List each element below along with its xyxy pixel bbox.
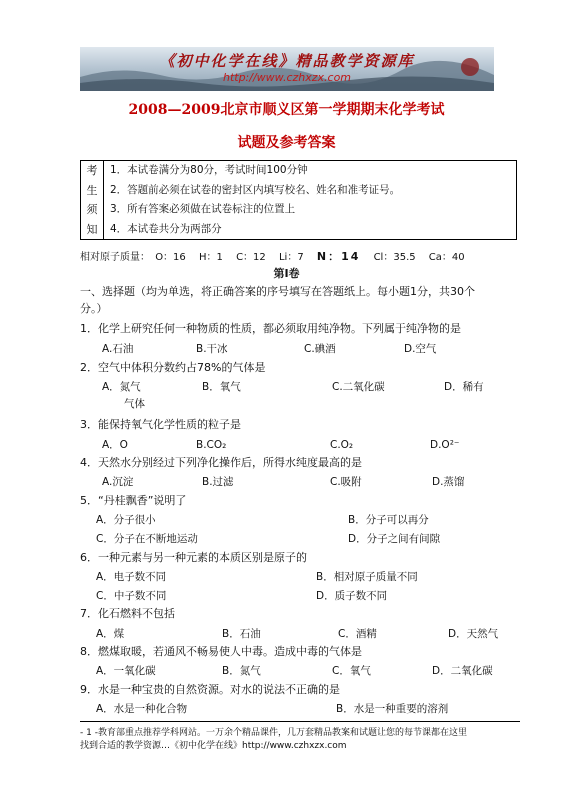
exam-notice-table	[80, 160, 517, 240]
question-option: C.碘酒	[304, 343, 336, 355]
question-option: A．分子很小	[96, 514, 156, 526]
atomic-mass-item: O：16	[155, 252, 186, 263]
question-option: D．天然气	[448, 628, 499, 640]
question-option: C．分子在不断地运动	[96, 533, 198, 545]
question-stem: 3．能保持氧气化学性质的粒子是	[80, 418, 241, 431]
question-option: C.O₂	[330, 439, 354, 451]
atomic-mass-item: Cl：35.5	[373, 252, 416, 263]
question-option: C.二氧化碳	[332, 381, 385, 393]
notice-rule: 2．答题前必须在试卷的密封区内填写校名、姓名和准考证号。	[110, 183, 401, 196]
question-option: A．O	[102, 439, 128, 451]
atomic-masses-label: 相对原子质量：	[80, 252, 150, 263]
atomic-mass-item: H：1	[198, 252, 223, 263]
question-option-cont: 气体	[124, 398, 145, 410]
notice-side-label: 考 生 须 知	[81, 161, 104, 240]
notice-rule: 1．本试卷满分为80分，考试时间100分钟	[110, 164, 308, 176]
page-subtitle: 试题及参考答案	[237, 135, 336, 151]
notice-rule: 3．所有答案必须做在试卷标注的位置上	[110, 203, 296, 215]
question-option: B．分子可以再分	[348, 514, 429, 526]
question-option: A．一氧化碳	[96, 665, 156, 677]
question-stem: 4．天然水分别经过下列净化操作后，所得水纯度最高的是	[80, 456, 362, 469]
question-stem: 5．“丹桂飘香”说明了	[80, 494, 187, 507]
question-stem: 9．水是一种宝贵的自然资源。对水的说法不正确的是	[80, 683, 340, 696]
notice-rules	[104, 161, 517, 240]
footer-line: - 1 -教育部重点推荐学科网站。一万余个精品课件，几万套精品教案和试题让您的每节课都在这里	[80, 728, 467, 738]
question-option: D．稀有	[444, 381, 484, 393]
page-title: 2008—2009北京市顺义区第一学期期末化学考试	[128, 102, 445, 118]
question-stem: 6．一种元素与另一种元素的本质区别是原子的	[80, 551, 307, 564]
question-stem: 2．空气中体积分数约占78%的气体是	[80, 361, 266, 374]
question-stem: 1．化学上研究任何一种物质的性质，都必须取用纯净物。下列属于纯净物的是	[80, 322, 461, 335]
question-option: B．相对原子质量不同	[316, 571, 418, 583]
banner-title: 《初中化学在线》精品教学资源库	[159, 52, 415, 70]
question-option: D.O²⁻	[430, 439, 460, 451]
page-footer	[80, 727, 520, 753]
atomic-mass-item: N：14	[316, 250, 361, 263]
question-option: B．石油	[222, 628, 261, 640]
question-option: D.蒸馏	[432, 476, 465, 488]
question-option: D．分子之间有间隙	[348, 533, 441, 545]
section-title: 第Ⅰ卷	[273, 267, 300, 280]
header-banner	[80, 47, 494, 91]
atomic-mass-item: C：12	[236, 252, 266, 263]
banner-url[interactable]: http://www.czhxzx.com	[222, 71, 352, 84]
atomic-mass-item: Ca：40	[428, 252, 465, 263]
question-option: C．氧气	[332, 665, 371, 677]
atomic-masses	[80, 248, 520, 264]
atomic-mass-item: Li：7	[278, 252, 304, 263]
section-intro-cont: 分。）	[80, 302, 108, 315]
notice-rule: 4．本试卷共分为两部分	[110, 222, 222, 235]
question-option: C.吸附	[330, 476, 362, 488]
question-option: A.沉淀	[102, 476, 134, 488]
footer-line[interactable]: 找到合适的教学资源…《初中化学在线》http://www.czhxzx.com	[80, 741, 347, 751]
question-option: B．水是一种重要的溶剂	[336, 703, 449, 715]
question-option: C．中子数不同	[96, 590, 167, 602]
question-option: B.CO₂	[196, 439, 227, 451]
question-option: A．水是一种化合物	[96, 703, 188, 715]
question-option: A．氮气	[102, 381, 141, 393]
question-option: A.石油	[102, 343, 134, 355]
section-intro: 一、选择题（均为单选，将正确答案的序号填写在答题纸上。每小题1分，共30个	[80, 285, 475, 298]
question-stem: 7．化石燃料不包括	[80, 607, 175, 620]
question-stem: 8．燃煤取暖，若通风不畅易使人中毒。造成中毒的气体是	[80, 645, 362, 658]
question-option: A．电子数不同	[96, 571, 167, 583]
question-option: D．质子数不同	[316, 590, 388, 602]
question-option: D．二氧化碳	[432, 665, 493, 677]
question-option: B.过滤	[202, 476, 234, 488]
question-option: D.空气	[404, 343, 437, 355]
question-option: B．氮气	[222, 665, 261, 677]
footer-divider	[80, 721, 520, 722]
question-option: B．氧气	[202, 381, 241, 393]
question-option: A．煤	[96, 628, 125, 640]
question-option: B.干冰	[196, 343, 228, 355]
question-option: C．酒精	[338, 628, 377, 640]
